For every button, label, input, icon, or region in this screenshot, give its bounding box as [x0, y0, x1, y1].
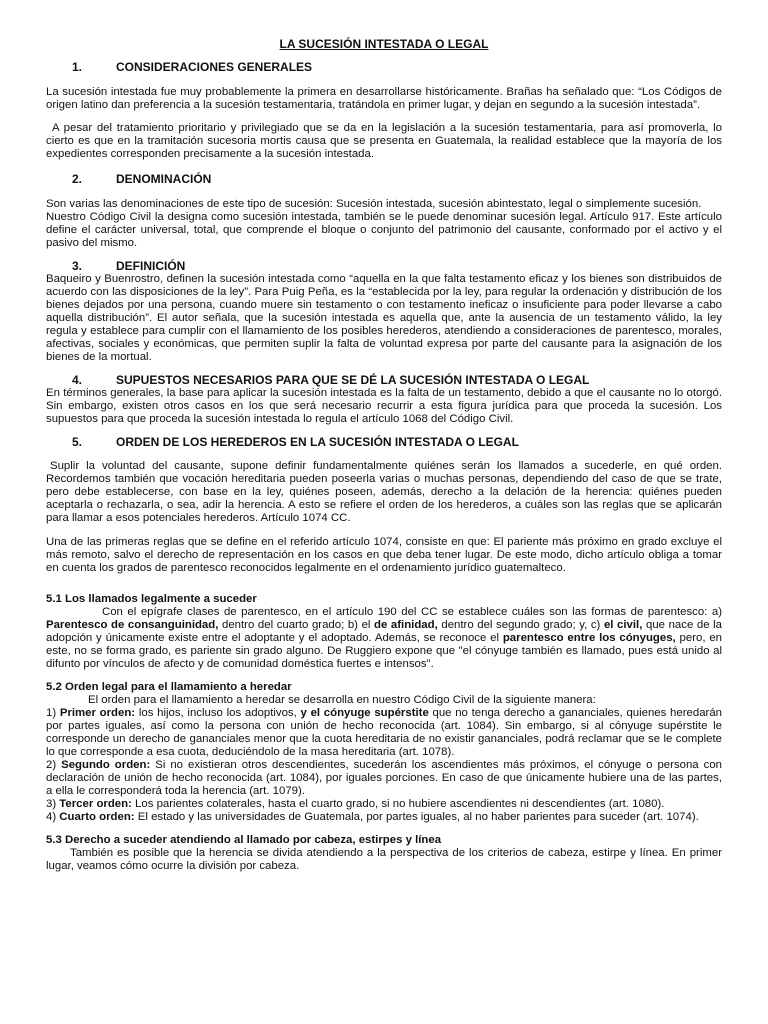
text-run: Si no existieran otros descendientes, sucederán los ascendientes más próximos, el cónyuge o persona con declaración de unión de hecho reconocida (art. 1084), por iguales porciones. En caso de que únicamente hubiere una de las partes, a ella le corresponderá toda la herencia (art. 1079).: [46, 759, 722, 797]
paragraph: También es posible que la herencia se divida atendiendo a la perspectiva de los criterios de cabeza, estirpe y línea. En primer lugar, veamos cómo ocurre la división por cabeza.: [46, 847, 722, 872]
list-item: [46, 798, 722, 811]
paragraph: En términos generales, la base para aplicar la sucesión intestada es la falta de un testamento, debido a que el causante no lo otorgó. Sin embargo, existen otros casos en los que será necesario recurrir a esta figura jurídica para que proceda la sucesión. Los supuestos para que proceda la sucesión intestada lo regula el artículo 1068 del Código Civil.: [46, 387, 722, 425]
text-run: Con el epígrafe clases de parentesco, en el artículo 190 del CC se establece cuáles son las formas de parentesco: a): [102, 606, 722, 618]
list-item: [46, 811, 722, 824]
paragraph: Suplir la voluntad del causante, supone definir fundamentalmente quiénes serán los llamados a sucederle, en qué orden. Recordemos también que vocación hereditaria pueden poseerla varias o muchas personas, dependiendo del caso de que se trate, pero debe establecerse, con base en la ley, quiénes poseen, además, derecho a la delación de la herencia: quiénes pueden aceptarla o rechazarla, o sea, adir la herencia. A esto se refiere el orden de los herederos, a cuáles son las reglas que se aplicarán para llamar a esos potenciales herederos. Artículo 1074 CC.: [46, 460, 722, 524]
paragraph: La sucesión intestada fue muy probablemente la primera en desarrollarse históricamente. Brañas ha señalado que: “Los Códigos de origen latino dan preferencia a la sucesión testamentaria, tratándola en primer lugar, y dejan en segundo a la sucesión intestada”.: [46, 86, 722, 111]
section-1-heading: [46, 61, 722, 74]
section-number: 2.: [72, 172, 83, 186]
paragraph: Baqueiro y Buenrostro, definen la sucesión intestada como “aquella en la que falta testamento eficaz y los bienes son distribuidos de acuerdo con las disposiciones de la ley”. Para Puig Peña, es la “establecida por la ley, para regular la ordenación y distribución de los bienes dejados por una persona, cuando muere sin testamento o con testamento ineficaz o insuficiente para poder llevarse a cabo aquella distribución”. El autor señala, que la sucesión intestada es aquella que, ante la ausencia de un testamento válido, la ley regula y establece para cumplir con el llamamiento de los posibles herederos, atendiendo a consideraciones de parentesco, morales, afectivas, sociales y económicas, que permiten suplir la falta de voluntad expresa por parte del causante para la asignación de los bienes de la mortual.: [46, 273, 722, 363]
subsection-5-1-heading: 5.1 Los llamados legalmente a suceder: [46, 593, 257, 605]
section-number: 4.: [72, 373, 83, 387]
section-3-heading: [46, 260, 722, 273]
text-run: El estado y las universidades de Guatemala, por partes iguales, al no haber parientes para suceder (art. 1074).: [134, 811, 699, 823]
paragraph: A pesar del tratamiento prioritario y privilegiado que se da en la legislación a la sucesión testamentaria, para así promoverla, lo cierto es que en la tramitación sucesoria mortis causa que se presenta en Guatemala, la realidad establece que la mayoría de los expedientes corresponden precisamente a la sucesión intestada.: [46, 122, 722, 160]
bold-term: Segundo orden:: [61, 759, 151, 771]
section-4-heading: [46, 374, 722, 387]
section-heading-text: SUPUESTOS NECESARIOS PARA QUE SE DÉ LA SUCESIÓN INTESTADA O LEGAL: [116, 373, 590, 387]
list-number: 4): [46, 811, 60, 823]
section-heading-text: ORDEN DE LOS HEREDEROS EN LA SUCESIÓN INTESTADA O LEGAL: [116, 435, 519, 449]
section-5-heading: [46, 436, 722, 449]
list-item: [46, 759, 722, 798]
paragraph: [46, 606, 722, 671]
paragraph: Nuestro Código Civil la designa como sucesión intestada, también se le puede denominar sucesión legal. Artículo 917. Este artículo define el carácter universal, total, que comprende el bloque o conjunto del patrimonio del causante, conformado por el activo y el pasivo del mismo.: [46, 211, 722, 249]
section-heading-text: CONSIDERACIONES GENERALES: [116, 60, 313, 74]
bold-term: Tercer orden:: [59, 798, 132, 810]
text-run: dentro del cuarto grado; b) el: [218, 619, 375, 631]
bold-term: de afinidad,: [374, 619, 438, 631]
paragraph: Son varias las denominaciones de este tipo de sucesión: Sucesión intestada, sucesión abintestato, legal o simplemente sucesión.: [46, 198, 702, 210]
list-item: [46, 707, 722, 759]
bold-term: Primer orden:: [59, 707, 136, 719]
text-run: que nace de la adopción y únicamente existe entre el adoptante y el adoptado. Además, se reconoce el: [46, 619, 723, 644]
text-run: Los parientes colaterales, hasta el cuarto grado, si no hubiere ascendientes ni descendientes (art. 1080).: [131, 798, 665, 810]
section-2-heading: [46, 173, 722, 186]
bold-term: el civil,: [603, 619, 643, 631]
text-run: dentro del segundo grado; y, c): [437, 619, 604, 631]
subsection-5-3-heading: 5.3 Derecho a suceder atendiendo al llamado por cabeza, estirpes y línea: [46, 834, 442, 846]
list-number: 2): [46, 759, 62, 771]
text-run: que no tenga derecho a gananciales, quienes heredarán por partes iguales, así como la persona con unión de hecho reconocida (art. 1084). Sin embargo, si al cónyuge supérstite le corresponde un derecho de gananciales menor que la cuota hereditaria de no existir gananciales, podrá reclamar que se le complete lo que corresponde a esa cuota, deduciéndolo de la masa hereditaria (art. 1078).: [46, 707, 722, 758]
text-run: pero, en este, no se forma grado, es pariente sin grado alguno. De Ruggiero expone que "el cónyuge también es llamado, pues está unido al difunto por vínculos de afecto y de comunidad doméstica fuertes e intensos".: [46, 632, 722, 670]
bold-term: Cuarto orden:: [59, 811, 135, 823]
bold-term: y el cónyuge supérstite: [300, 707, 429, 719]
paragraph: Una de las primeras reglas que se define en el referido artículo 1074, consiste en que: El pariente más próximo en grado excluye el más remoto, salvo el derecho de representación en los casos en que deba tener lugar. De este modo, dicho artículo obliga a tomar en cuenta los grados de parentesco reconocidos legalmente en el ordenamiento jurídico guatemalteco.: [46, 536, 722, 574]
document-page: [46, 38, 722, 873]
document-title: LA SUCESIÓN INTESTADA O LEGAL: [279, 37, 489, 51]
bold-term: parentesco entre los cónyuges,: [502, 632, 676, 644]
section-number: 5.: [72, 435, 83, 449]
list-number: 3): [46, 798, 60, 810]
section-number: 3.: [72, 259, 83, 273]
paragraph: El orden para el llamamiento a heredar se desarrolla en nuestro Código Civil de la siguiente manera:: [88, 694, 596, 706]
bold-term: Parentesco de consanguinidad,: [46, 619, 219, 631]
section-heading-text: DENOMINACIÓN: [116, 172, 212, 186]
list-number: 1): [46, 707, 60, 719]
subsection-5-2-heading: 5.2 Orden legal para el llamamiento a heredar: [46, 681, 292, 693]
section-heading-text: DEFINICIÓN: [116, 259, 186, 273]
section-number: 1.: [72, 60, 83, 74]
text-run: los hijos, incluso los adoptivos,: [135, 707, 301, 719]
